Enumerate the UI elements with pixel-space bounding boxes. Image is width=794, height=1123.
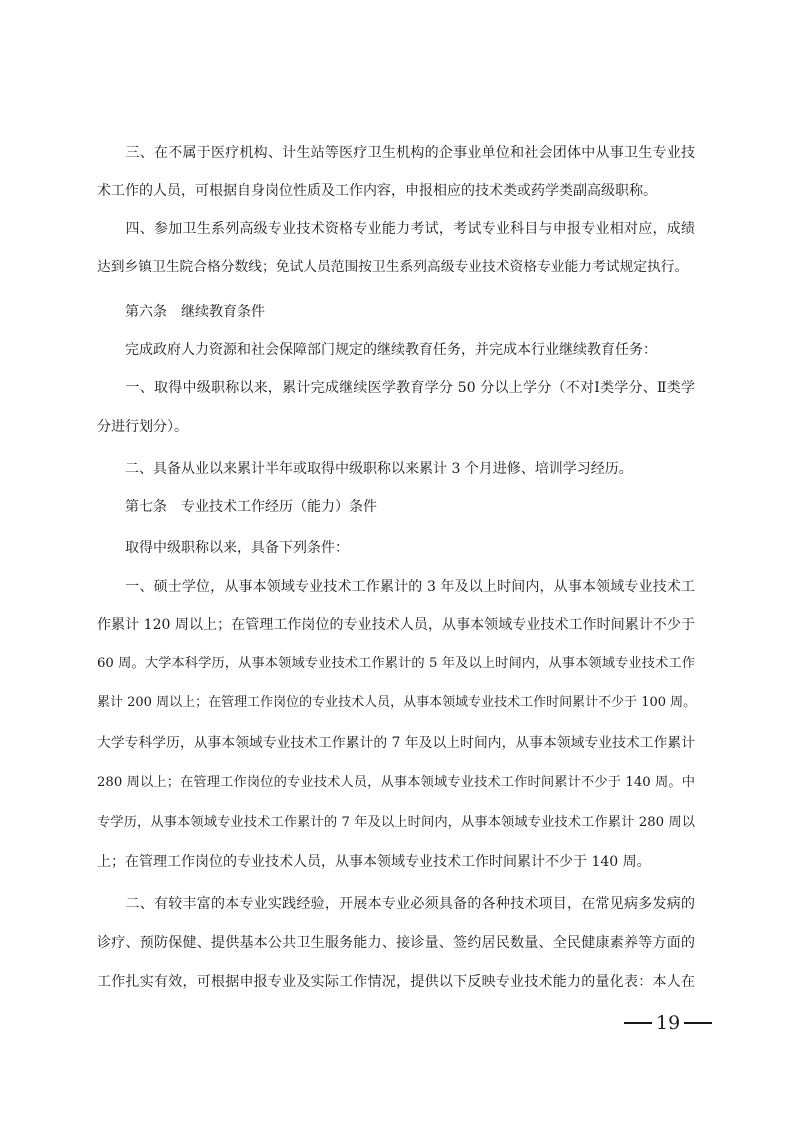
text-line: 二、有较丰富的本专业实践经验，开展本专业必须具备的各种技术项目，在常见病多发病的 <box>97 896 695 912</box>
text-line: 作累计 120 周以上；在管理工作岗位的专业技术人员，从事本领域专业技术工作时间累计不少于 <box>97 617 695 633</box>
text-line: 280 周以上；在管理工作岗位的专业技术人员，从事本领域专业技术工作时间累计不少于 140 周。中 <box>97 775 695 790</box>
text-line: 上；在管理工作岗位的专业技术人员，从事本领域专业技术工作时间累计不少于 140 周。 <box>97 854 651 870</box>
text-line: 工作扎实有效，可根据申报专业及实际工作情况，提供以下反映专业技术能力的量化表：本人在 <box>97 974 695 990</box>
dash-right <box>684 1022 712 1024</box>
text-line: 大学专科学历，从事本领域专业技术工作累计的 7 年及以上时间内，从事本领域专业技术工作累计 <box>97 735 695 751</box>
text-line: 分进行划分）。 <box>97 419 188 435</box>
text-line: 专学历，从事本领域专业技术工作累计的 7 年及以上时间内，从事本领域专业技术工作累计 280 周以 <box>97 815 695 830</box>
dash-left <box>624 1022 652 1024</box>
text-line: 二、具备从业以来累计半年或取得中级职称以来累计 3 个月进修、培训学习经历。 <box>97 461 633 477</box>
text-line: 累计 200 周以上；在管理工作岗位的专业技术人员，从事本领域专业技术工作时间累计不少于 100 周。 <box>97 695 697 710</box>
text-line: 取得中级职称以来，具备下列条件： <box>97 540 349 556</box>
text-line: 三、在不属于医疗机构、计生站等医疗卫生机构的企事业单位和社会团体中从事卫生专业技 <box>97 145 695 161</box>
page-number: 19 <box>656 1012 681 1034</box>
text-line: 术工作的人员，可根据自身岗位性质及工作内容，申报相应的技术类或药学类副高级职称。 <box>97 183 657 199</box>
text-line: 达到乡镇卫生院合格分数线；免试人员范围按卫生系列高级专业技术资格专业能力考试规定执行。 <box>97 259 689 275</box>
section-heading: 第六条 继续教育条件 <box>97 304 265 320</box>
text-line: 四、参加卫生系列高级专业技术资格专业能力考试，考试专业科目与申报专业相对应，成绩 <box>97 221 695 237</box>
section-heading: 第七条 专业技术工作经历（能力）条件 <box>97 499 377 515</box>
text-line: 一、取得中级职称以来，累计完成继续医学教育学分 50 分以上学分（不对Ⅰ类学分、Ⅱ类学 <box>97 380 695 396</box>
text-line: 60 周。大学本科学历，从事本领域专业技术工作累计的 5 年及以上时间内，从事本领域专业技术工作 <box>97 656 695 671</box>
page-footer <box>620 1010 716 1036</box>
text-line: 完成政府人力资源和社会保障部门规定的继续教育任务，并完成本行业继续教育任务： <box>97 342 657 358</box>
text-line: 诊疗、预防保健、提供基本公共卫生服务能力、接诊量、签约居民数量、全民健康素养等方面的 <box>97 935 695 951</box>
text-line: 一、硕士学位，从事本领域专业技术工作累计的 3 年及以上时间内，从事本领域专业技术工 <box>97 579 695 595</box>
